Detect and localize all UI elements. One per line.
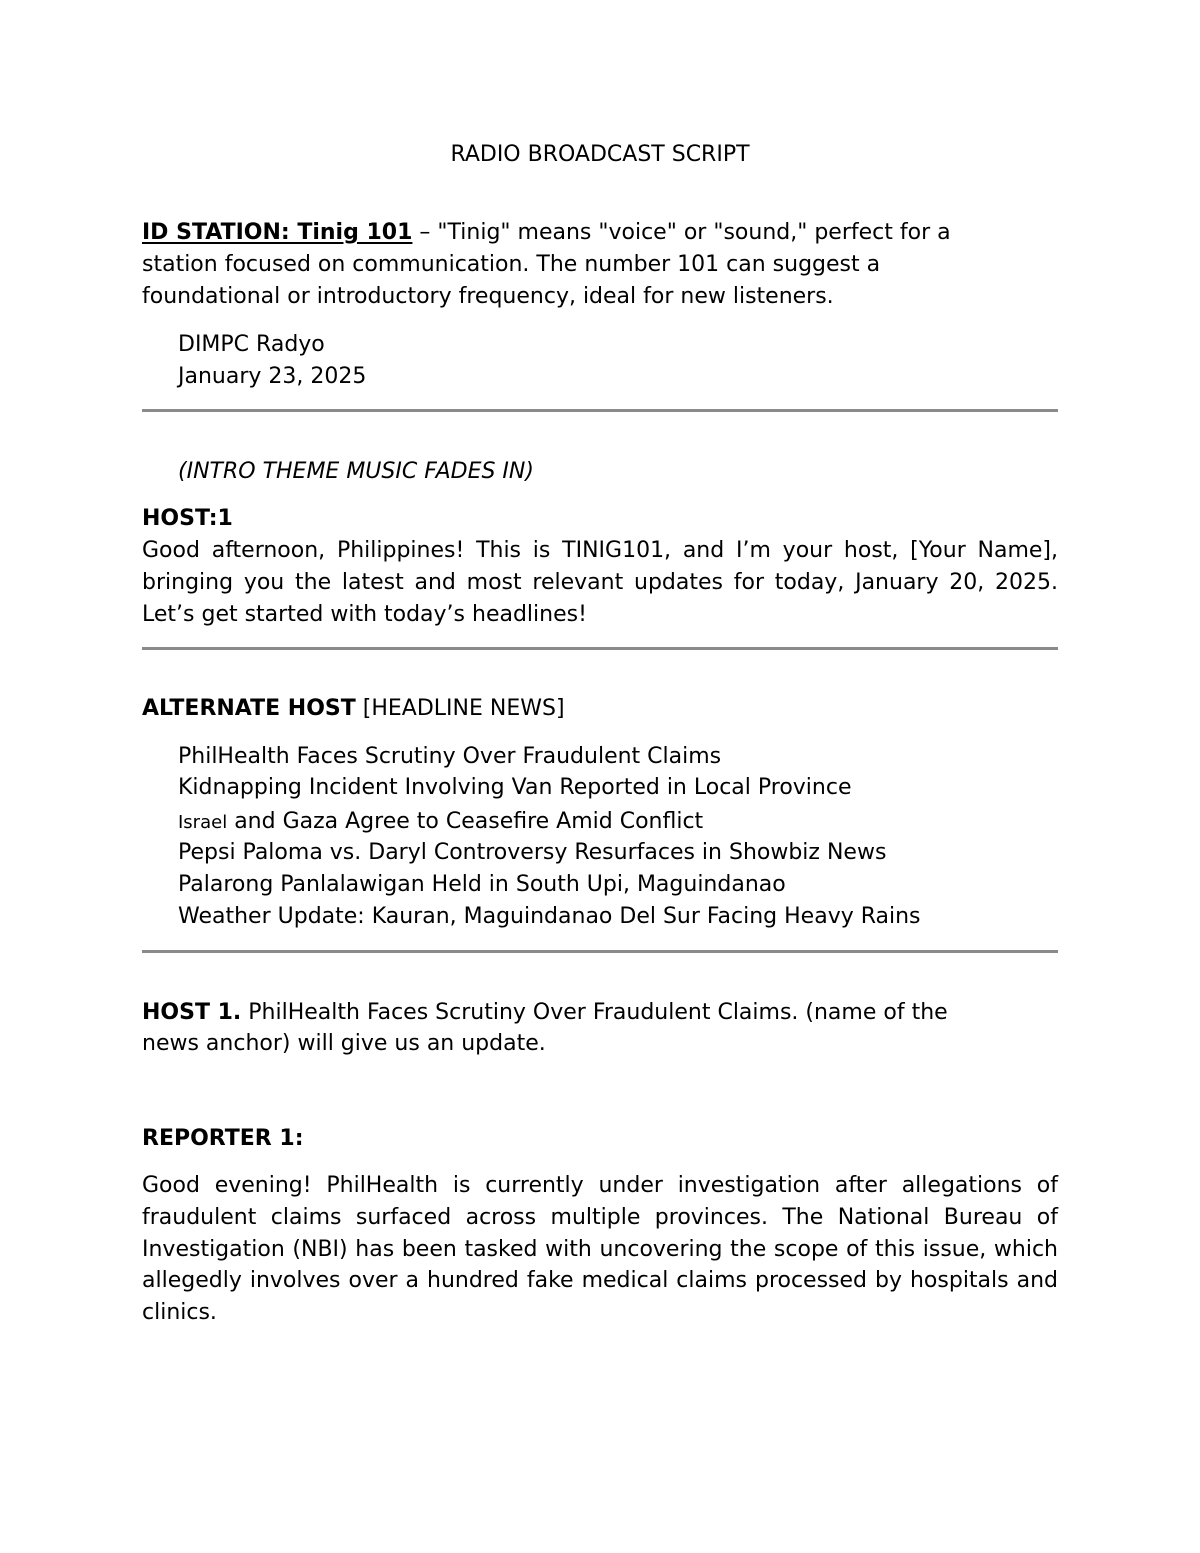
- headline-item: Kidnapping Incident Involving Van Reported in Local Province: [178, 775, 852, 800]
- broadcast-date: January 23, 2025: [178, 364, 367, 389]
- host-1-segment-text-2: news anchor) will give us an update.: [142, 1031, 546, 1056]
- headline-item: Weather Update: Kauran, Maguindanao Del Sur Facing Heavy Rains: [178, 904, 921, 929]
- host-1-segment-text-1: PhilHealth Faces Scrutiny Over Fraudulent Claims. (name of the: [241, 1000, 948, 1025]
- section-divider: [142, 647, 1058, 650]
- headline-item: Palarong Panlalawigan Held in South Upi, Maguindanao: [178, 872, 786, 897]
- station-id-desc-3: foundational or introductory frequency, ideal for new listeners.: [142, 284, 834, 309]
- reporter-1-label: REPORTER 1:: [142, 1126, 304, 1151]
- section-divider: [142, 950, 1058, 953]
- station-id-desc-1: – "Tinig" means "voice" or "sound," perfect for a: [412, 220, 951, 245]
- document-title: RADIO BROADCAST SCRIPT: [450, 142, 750, 167]
- station-id-line-1: [142, 217, 951, 249]
- station-id-desc-2: station focused on communication. The number 101 can suggest a: [142, 252, 881, 277]
- reporter-1-report: Good evening! PhilHealth is currently under investigation after allegations of fraudulent claims surfaced across multiple provinces. The National Bureau of Investigation (NBI) has been tasked with uncovering the scope of this issue, which allegedly involves over a hundred fake medical claims processed by hospitals and clinics.: [142, 1173, 1058, 1326]
- station-id-label: ID STATION: Tinig 101: [142, 220, 413, 245]
- alternate-host-label: ALTERNATE HOST: [142, 696, 356, 721]
- host-1-label: HOST:1: [142, 506, 233, 531]
- headline-item-first-word: Israel: [178, 812, 228, 833]
- station-name: DIMPC Radyo: [178, 332, 325, 357]
- headline-item-rest: and Gaza Agree to Ceasefire Amid Conflict: [227, 809, 704, 834]
- intro-music-cue: (INTRO THEME MUSIC FADES IN): [178, 459, 534, 484]
- alternate-host-heading: [142, 693, 565, 725]
- headline-item: Pepsi Paloma vs. Daryl Controversy Resurfaces in Showbiz News: [178, 840, 887, 865]
- host-1-segment-line-1: [142, 997, 948, 1029]
- host-1-opening: Good afternoon, Philippines! This is TINIG101, and I’m your host, [Your Name], bringing you the latest and most relevant updates for today, January 20, 2025. Let’s get started with today’s headlines!: [142, 538, 1058, 627]
- host-1-segment-label: HOST 1.: [142, 1000, 242, 1025]
- headline-news-tag: [HEADLINE NEWS]: [355, 696, 565, 721]
- headline-item: [178, 806, 703, 838]
- section-divider: [142, 409, 1058, 412]
- headline-item: PhilHealth Faces Scrutiny Over Fraudulent Claims: [178, 744, 722, 769]
